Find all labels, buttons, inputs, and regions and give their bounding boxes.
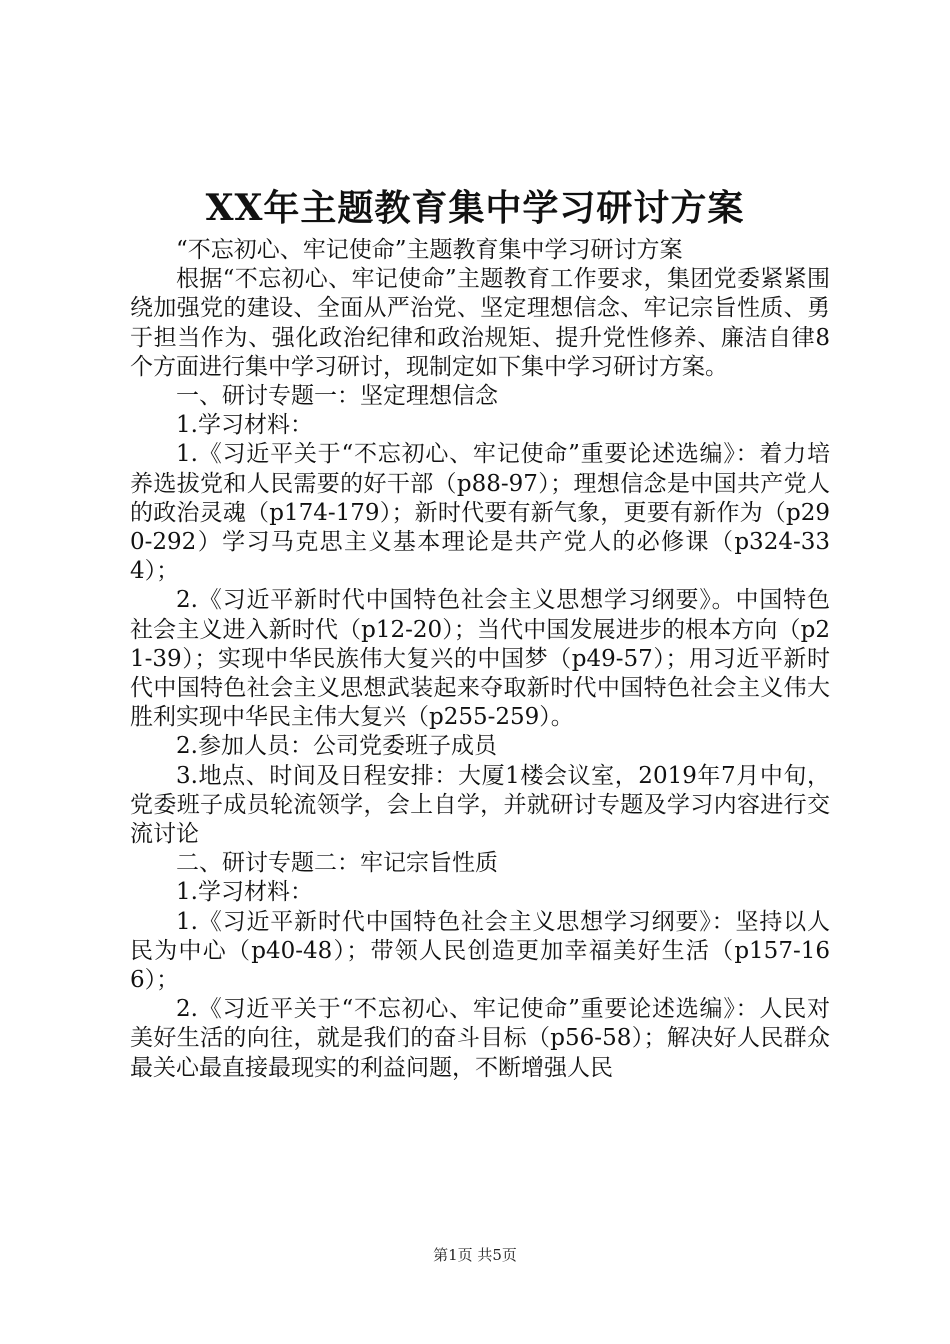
- study-material-item: 2.《习近平新时代中国特色社会主义思想学习纲要》。中国特色社会主义进入新时代（p12-20）；当代中国发展进步的根本方向（p21-39）；实现中华民族伟大复兴的中国梦（p49-57）；用习近平新时代中国特色社会主义思想武装起来夺取新时代中国特色社会主义伟大胜利实现中华民主伟大复兴（p255-259）。: [130, 587, 830, 731]
- study-material-item: 1.《习近平新时代中国特色社会主义思想学习纲要》：坚持以人民为中心（p40-48）；带领人民创造更加幸福美好生活（p157-166）；: [130, 908, 830, 994]
- document-body: [130, 236, 830, 1083]
- section-heading-2: 二、研讨专题二：牢记宗旨性质: [176, 850, 498, 877]
- study-materials-heading-1: 1.学习材料：: [176, 412, 313, 439]
- paragraph-subtitle: “不忘初心、牢记使命”主题教育集中学习研讨方案: [176, 237, 683, 263]
- paragraph-intro: 根据“不忘初心、牢记使命”主题教育工作要求，集团党委紧紧围绕加强党的建设、全面从严治党、坚定理想信念、牢记宗旨性质、勇于担当作为、强化政治纪律和政治规矩、提升党性修养、廉洁自律8个方面进行集中学习研讨，现制定如下集中学习研讨方案。: [130, 266, 830, 380]
- schedule-paragraph: 3.地点、时间及日程安排：大厦1楼会议室，2019年7月中旬，党委班子成员轮流领学，会上自学，并就研讨专题及学习内容进行交流讨论: [130, 762, 830, 848]
- participants-paragraph: 2.参加人员：公司党委班子成员: [176, 733, 497, 760]
- page-footer: 第1页 共5页: [433, 1246, 517, 1264]
- section-heading-1: 一、研讨专题一：坚定理想信念: [176, 383, 498, 410]
- study-material-item: 2.《习近平关于“不忘初心、牢记使命”重要论述选编》：人民对美好生活的向往，就是我们的奋斗目标（p56-58）；解决好人民群众最关心最直接最现实的利益问题，不断增强人民: [130, 996, 830, 1081]
- document-title: XX年主题教育集中学习研讨方案: [205, 187, 745, 229]
- study-materials-heading-2: 1.学习材料：: [176, 879, 313, 906]
- study-material-item: 1.《习近平关于“不忘初心、牢记使命”重要论述选编》：着力培养选拔党和人民需要的好干部（p88-97）；理想信念是中国共产党人的政治灵魂（p174-179）；新时代要有新气象，更要有新作为（p290-292）学习马克思主义基本理论是共产党人的必修课（p324-334）；: [130, 441, 830, 585]
